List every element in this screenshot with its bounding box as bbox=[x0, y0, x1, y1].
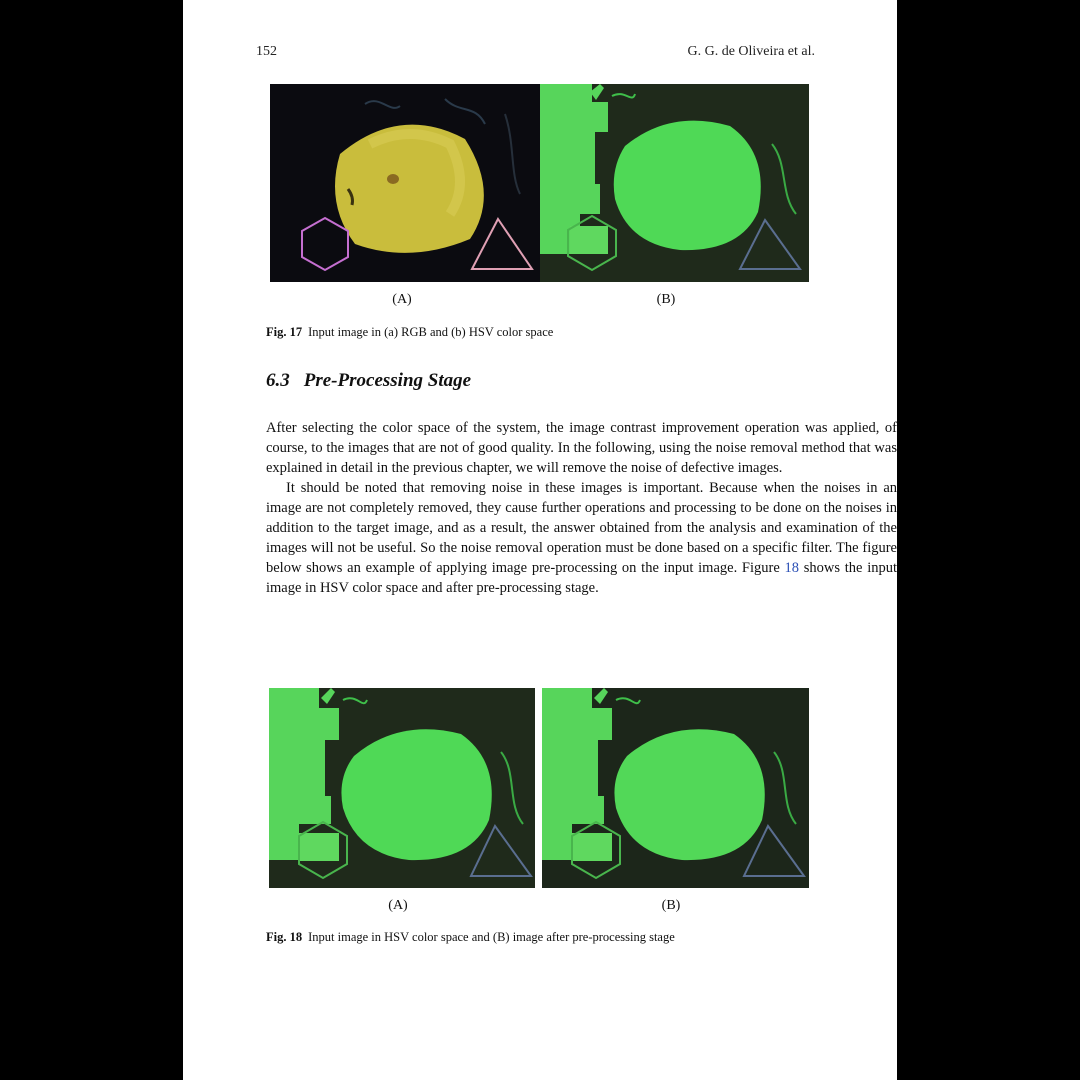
paragraph-2-text-end: shows the input image in HSV color space and after pre-processing stage. bbox=[266, 560, 897, 596]
fig17-label-a: (A) bbox=[392, 292, 412, 307]
paragraph-1: After selecting the color space of the system, the image contrast improvement operation was applied, of course, to the images that are not of good quality. In the following, using the noise removal method that was explained in detail in the previous chapter, we will remove the noise of defective images. bbox=[266, 420, 897, 476]
fig17-caption bbox=[266, 325, 553, 340]
paragraph-2-text: It should be noted that removing noise in these images is important. Because when the noises in an image are not completely removed, they cause further operations and processing to be done on the noises in addition to the target image, and as a result, the answer obtained from the analysis and examination of the images will not be useful. So the noise removal operation must be done based on a specific filter. The figure below shows an example of applying image pre-processing on the input image. Figure bbox=[266, 480, 897, 576]
running-title: G. G. de Oliveira et al. bbox=[687, 44, 815, 59]
fig18-label-b: (B) bbox=[661, 898, 681, 913]
fig17-caption-number: Fig. 17 bbox=[266, 325, 303, 339]
fig17-label-b: (B) bbox=[656, 292, 676, 307]
fig18-label-a: (A) bbox=[388, 898, 408, 913]
figure-18-link[interactable]: 18 bbox=[784, 560, 800, 576]
fig18-hsv-input-image bbox=[269, 688, 535, 888]
fig18-caption-text: Input image in HSV color space and (B) image after pre-processing stage bbox=[308, 930, 675, 944]
section-title: Pre-Processing Stage bbox=[303, 370, 472, 391]
fig17-rgb-image bbox=[270, 84, 540, 282]
paper-page bbox=[183, 0, 897, 1080]
body-text bbox=[266, 418, 897, 598]
section-heading bbox=[266, 370, 471, 392]
fig17-caption-text: Input image in (a) RGB and (b) HSV color space bbox=[308, 325, 554, 339]
fig18-caption-number: Fig. 18 bbox=[266, 930, 303, 944]
section-number: 6.3 bbox=[266, 370, 290, 391]
fig17-hsv-image bbox=[540, 84, 809, 282]
paragraph-2 bbox=[266, 478, 897, 598]
fig18-preprocessed-image bbox=[542, 688, 809, 888]
fig18-caption bbox=[266, 930, 675, 945]
page-number: 152 bbox=[256, 44, 277, 59]
